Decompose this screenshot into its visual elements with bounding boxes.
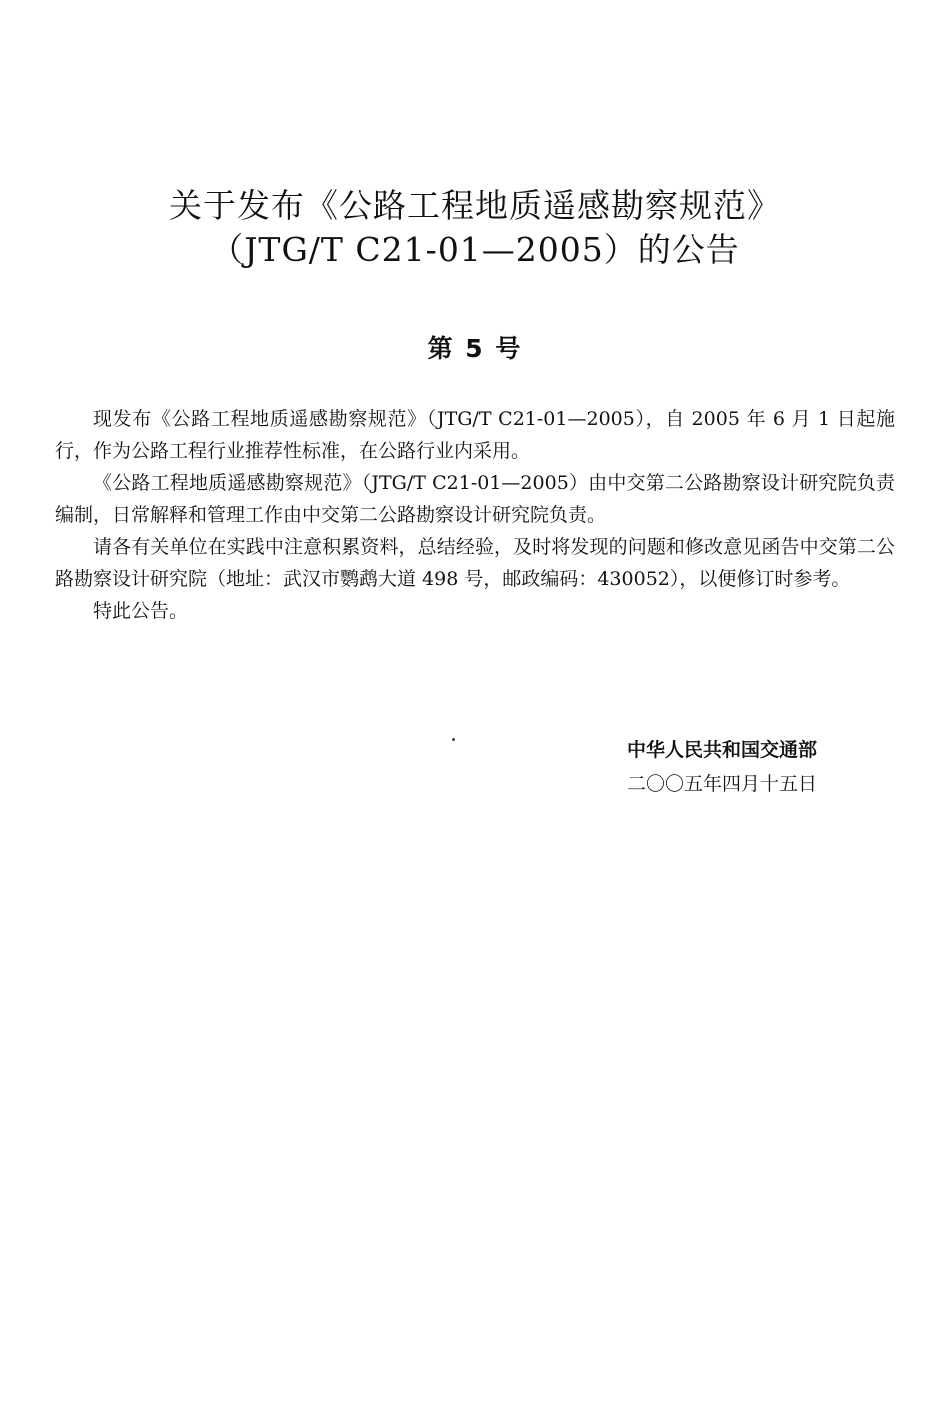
announcement-number: 第 5 号 bbox=[427, 334, 523, 363]
document-body bbox=[55, 403, 895, 627]
document-title-line2: （JTG/T C21-01—2005）的公告 bbox=[210, 230, 740, 269]
document-title-line1: 关于发布《公路工程地质遥感勘察规范》 bbox=[169, 186, 781, 225]
paragraph-4: 特此公告。 bbox=[93, 600, 189, 622]
signature-block bbox=[627, 733, 817, 801]
paragraph-1: 现发布《公路工程地质遥感勘察规范》（JTG/T C21-01—2005），自 2005 年 6 月 1 日起施行，作为公路工程行业推荐性标准，在公路行业内采用。 bbox=[55, 408, 895, 462]
signature-date: 二〇〇五年四月十五日 bbox=[627, 773, 818, 795]
paragraph-3: 请各有关单位在实践中注意积累资料，总结经验，及时将发现的问题和修改意见函告中交第二公路勘察设计研究院（地址：武汉市鹦鹉大道 498 号，邮政编码：430052），以便修订时参考。 bbox=[55, 536, 895, 590]
paragraph-2: 《公路工程地质遥感勘察规范》（JTG/T C21-01—2005）由中交第二公路勘察设计研究院负责编制，日常解释和管理工作由中交第二公路勘察设计研究院负责。 bbox=[55, 472, 895, 526]
scan-speck bbox=[452, 738, 455, 741]
signature-organization: 中华人民共和国交通部 bbox=[627, 739, 818, 761]
